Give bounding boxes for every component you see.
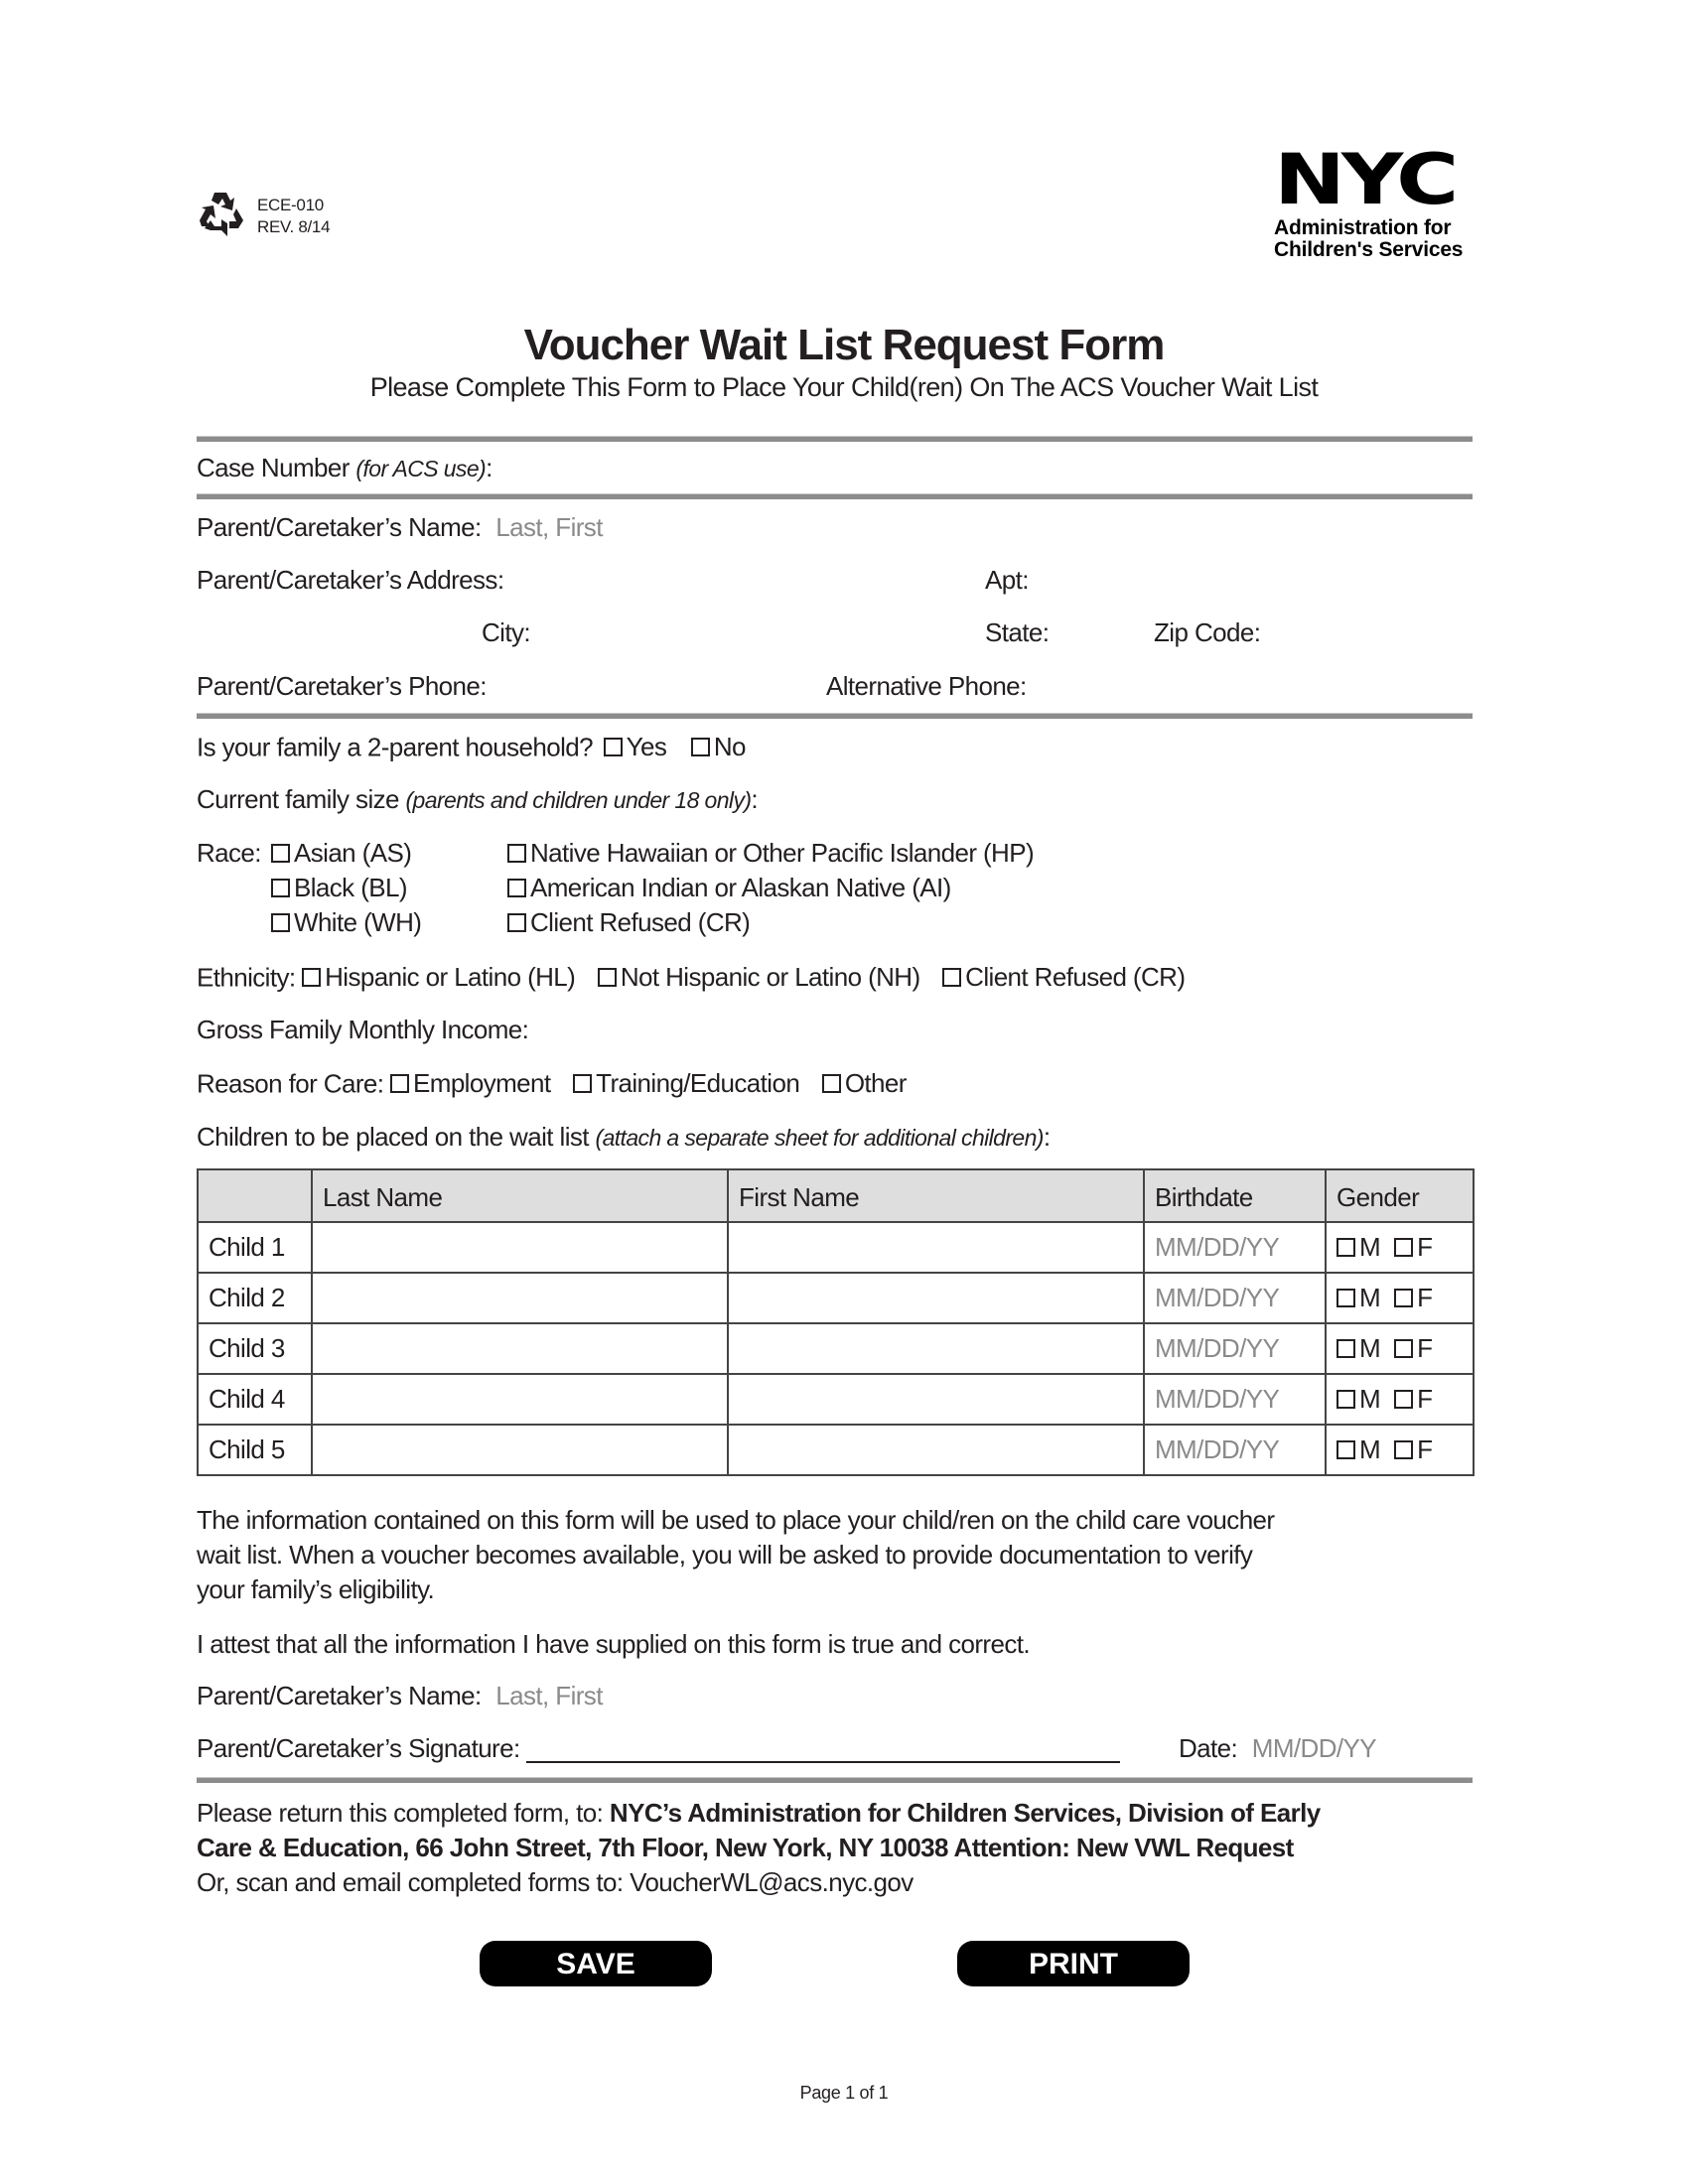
checkbox[interactable]: [691, 738, 710, 756]
option-label: Client Refused (CR): [530, 907, 751, 937]
section-divider: [197, 493, 1473, 499]
apt-label: Apt:: [985, 565, 1029, 595]
option-label: M: [1359, 1282, 1381, 1312]
parent-phone-field[interactable]: [197, 671, 487, 701]
gender-option-m[interactable]: [1336, 1283, 1380, 1313]
info-line-2: wait list. When a voucher becomes available, you will be asked to provide documentation to verify: [197, 1540, 1253, 1570]
apt-field[interactable]: [985, 565, 1029, 595]
ethnicity-option-hispanic[interactable]: [302, 962, 575, 992]
parent-address-field[interactable]: [197, 565, 503, 595]
reason-option-training-education[interactable]: [573, 1068, 799, 1098]
reason-for-care-row: [197, 1068, 907, 1099]
race-option-client-refused[interactable]: [507, 907, 750, 937]
child-label: Child 5: [198, 1425, 312, 1475]
zip-code-field[interactable]: [1154, 617, 1260, 647]
option-label: White (WH): [294, 907, 422, 937]
date-label: Date:: [1179, 1733, 1238, 1763]
two-parent-no-option[interactable]: [691, 732, 746, 761]
revision-label: REV. 8/14: [257, 217, 331, 236]
return-address-line-1: NYC’s Administration for Children Services, Division of Early: [609, 1798, 1321, 1828]
checkbox[interactable]: [1394, 1339, 1413, 1358]
case-number-field[interactable]: [197, 453, 492, 483]
gender-option-m[interactable]: [1336, 1384, 1380, 1415]
checkbox[interactable]: [271, 913, 290, 932]
checkbox[interactable]: [507, 913, 526, 932]
family-size-note: (parents and children under 18 only): [405, 787, 752, 813]
alternative-phone-field[interactable]: [826, 671, 1027, 701]
birthdate-cell[interactable]: MM/DD/YY: [1144, 1323, 1326, 1374]
column-header-first-name: First Name: [728, 1169, 1144, 1222]
two-parent-question: Is your family a 2-parent household?: [197, 732, 593, 762]
form-code-block: [257, 195, 330, 238]
option-label: Native Hawaiian or Other Pacific Islander (HP): [530, 838, 1035, 868]
first-name-cell[interactable]: [728, 1323, 1144, 1374]
checkbox[interactable]: [1394, 1440, 1413, 1459]
reason-option-employment[interactable]: [390, 1068, 551, 1098]
return-address-line-2: Care & Education, 66 John Street, 7th Floor, New York, NY 10038 Attention: New VWL Request: [197, 1833, 1294, 1862]
parent-name-label: Parent/Caretaker’s Name:: [197, 512, 482, 542]
date-field[interactable]: [1179, 1733, 1376, 1763]
reason-for-care-label: Reason for Care:: [197, 1068, 384, 1099]
zip-code-label: Zip Code:: [1154, 617, 1261, 647]
print-button[interactable]: PRINT: [957, 1941, 1190, 1986]
alternative-phone-label: Alternative Phone:: [826, 671, 1027, 701]
signature-name-field[interactable]: [197, 1681, 603, 1710]
checkbox[interactable]: [1336, 1390, 1355, 1409]
option-label: M: [1359, 1383, 1381, 1414]
two-parent-yes-option[interactable]: [604, 732, 667, 761]
option-label: Not Hispanic or Latino (NH): [620, 962, 920, 992]
last-name-cell[interactable]: [312, 1425, 728, 1475]
last-name-cell[interactable]: [312, 1273, 728, 1323]
first-name-cell[interactable]: [728, 1425, 1144, 1475]
race-option-black[interactable]: [271, 873, 407, 902]
checkbox[interactable]: [507, 879, 526, 897]
birthdate-cell[interactable]: MM/DD/YY: [1144, 1425, 1326, 1475]
children-table: [197, 1168, 1475, 1476]
city-label: City:: [482, 617, 531, 647]
recycle-icon: [197, 191, 246, 238]
birthdate-cell[interactable]: MM/DD/YY: [1144, 1273, 1326, 1323]
last-name-cell[interactable]: [312, 1222, 728, 1273]
table-row: [198, 1222, 1474, 1273]
race-option-white[interactable]: [271, 907, 421, 937]
info-line-3: your family’s eligibility.: [197, 1574, 435, 1604]
child-label: Child 1: [198, 1222, 312, 1273]
race-option-asian[interactable]: [271, 838, 411, 868]
option-label: Client Refused (CR): [965, 962, 1186, 992]
reason-option-other[interactable]: [822, 1068, 907, 1098]
section-divider: [197, 1777, 1473, 1783]
last-name-cell[interactable]: [312, 1323, 728, 1374]
table-header-row: [198, 1169, 1474, 1222]
signature-line[interactable]: [526, 1737, 1120, 1763]
family-size-label: Current family size: [197, 784, 406, 814]
race-option-native-hawaiian[interactable]: [507, 838, 1034, 868]
ethnicity-option-not-hispanic[interactable]: [598, 962, 920, 992]
gross-income-label: Gross Family Monthly Income:: [197, 1015, 529, 1044]
gender-option-f[interactable]: [1394, 1283, 1432, 1313]
family-size-colon: :: [751, 784, 759, 814]
checkbox[interactable]: [1394, 1390, 1413, 1409]
ethnicity-option-client-refused[interactable]: [942, 962, 1185, 992]
option-label: M: [1359, 1231, 1381, 1262]
gender-option-m[interactable]: [1336, 1333, 1380, 1364]
checkbox[interactable]: [1336, 1440, 1355, 1459]
child-label: Child 2: [198, 1273, 312, 1323]
checkbox[interactable]: [598, 968, 617, 987]
option-label: Black (BL): [294, 873, 407, 902]
gender-option-f[interactable]: [1394, 1384, 1432, 1415]
section-divider: [197, 713, 1473, 719]
gender-cell: [1326, 1273, 1474, 1323]
parent-address-label: Parent/Caretaker’s Address:: [197, 565, 504, 595]
option-label: F: [1417, 1282, 1433, 1312]
checkbox[interactable]: [271, 844, 290, 863]
gender-cell: [1326, 1222, 1474, 1273]
children-note: (attach a separate sheet for additional children): [595, 1125, 1044, 1151]
state-field[interactable]: [985, 617, 1049, 647]
option-label: No: [713, 732, 746, 761]
two-parent-question-row: [197, 732, 746, 762]
column-header-child: [198, 1169, 312, 1222]
date-placeholder: MM/DD/YY: [1251, 1733, 1376, 1763]
attestation-text: I attest that all the information I have supplied on this form is true and correct.: [197, 1629, 1030, 1659]
first-name-cell[interactable]: [728, 1374, 1144, 1425]
checkbox[interactable]: [1336, 1289, 1355, 1307]
option-label: F: [1417, 1433, 1433, 1464]
family-size-field[interactable]: [197, 784, 758, 815]
checkbox[interactable]: [390, 1074, 409, 1093]
race-option-american-indian[interactable]: [507, 873, 951, 902]
column-header-birthdate: Birthdate: [1144, 1169, 1326, 1222]
checkbox[interactable]: [942, 968, 961, 987]
case-number-colon: :: [486, 453, 492, 482]
return-email-line: Or, scan and email completed forms to: VoucherWL@acs.nyc.gov: [197, 1867, 914, 1897]
checkbox[interactable]: [271, 879, 290, 897]
signature-field[interactable]: [197, 1733, 1120, 1763]
signature-name-label: Parent/Caretaker’s Name:: [197, 1681, 482, 1710]
section-divider: [197, 436, 1473, 442]
option-label: American Indian or Alaskan Native (AI): [530, 873, 951, 902]
state-label: State:: [985, 617, 1050, 647]
info-paragraph: [197, 1503, 1477, 1607]
birthdate-cell[interactable]: MM/DD/YY: [1144, 1222, 1326, 1273]
option-label: Yes: [626, 732, 667, 761]
gross-income-field[interactable]: [197, 1015, 528, 1044]
checkbox[interactable]: [604, 738, 623, 756]
logo-line-1: Administration for: [1274, 216, 1452, 239]
case-number-label: Case Number: [197, 453, 356, 482]
gender-cell: [1326, 1425, 1474, 1475]
gender-option-f[interactable]: [1394, 1333, 1432, 1364]
first-name-cell[interactable]: [728, 1222, 1144, 1273]
return-intro: Please return this completed form, to:: [197, 1798, 610, 1828]
ethnicity-label: Ethnicity:: [197, 962, 296, 993]
checkbox[interactable]: [1394, 1289, 1413, 1307]
checkbox[interactable]: [1336, 1238, 1355, 1257]
column-header-gender: Gender: [1326, 1169, 1474, 1222]
gender-option-f[interactable]: [1394, 1434, 1432, 1465]
checkbox[interactable]: [1336, 1339, 1355, 1358]
gender-cell: [1326, 1323, 1474, 1374]
option-label: M: [1359, 1332, 1381, 1363]
option-label: Hispanic or Latino (HL): [325, 962, 576, 992]
gender-option-m[interactable]: [1336, 1434, 1380, 1465]
case-number-note: (for ACS use): [355, 456, 487, 481]
page-title: Voucher Wait List Request Form: [523, 321, 1165, 369]
page-subtitle: Please Complete This Form to Place Your Child(ren) On The ACS Voucher Wait List: [369, 372, 1319, 402]
last-name-cell[interactable]: [312, 1374, 728, 1425]
nyc-logo-mark: NYC: [1274, 139, 1456, 221]
children-label: Children to be placed on the wait list: [197, 1122, 596, 1152]
checkbox[interactable]: [822, 1074, 841, 1093]
option-label: Training/Education: [596, 1068, 800, 1098]
checkbox[interactable]: [1394, 1238, 1413, 1257]
gender-option-m[interactable]: [1336, 1232, 1380, 1263]
checkbox[interactable]: [573, 1074, 592, 1093]
children-section-label: [197, 1122, 1050, 1153]
return-instructions: [197, 1796, 1477, 1900]
children-colon: :: [1043, 1122, 1051, 1152]
info-line-1: The information contained on this form will be used to place your child/ren on the child care voucher: [197, 1505, 1275, 1535]
parent-name-placeholder: Last, First: [495, 512, 603, 542]
signature-name-placeholder: Last, First: [495, 1681, 603, 1710]
ethnicity-row: [197, 962, 1185, 993]
parent-name-field[interactable]: [197, 512, 603, 542]
page-number: Page 1 of 1: [799, 2083, 889, 2103]
birthdate-cell[interactable]: MM/DD/YY: [1144, 1374, 1326, 1425]
table-row: [198, 1323, 1474, 1374]
child-label: Child 3: [198, 1323, 312, 1374]
gender-option-f[interactable]: [1394, 1232, 1432, 1263]
signature-label: Parent/Caretaker’s Signature:: [197, 1733, 520, 1763]
parent-phone-label: Parent/Caretaker’s Phone:: [197, 671, 487, 701]
option-label: Employment: [413, 1068, 551, 1098]
option-label: F: [1417, 1383, 1433, 1414]
form-code: ECE-010: [257, 196, 324, 214]
option-label: Other: [844, 1068, 907, 1098]
logo-line-2: Children's Services: [1274, 238, 1464, 261]
race-label: Race:: [197, 838, 261, 868]
option-label: M: [1359, 1433, 1381, 1464]
first-name-cell[interactable]: [728, 1273, 1144, 1323]
nyc-acs-logo: [1274, 139, 1477, 264]
option-label: F: [1417, 1231, 1433, 1262]
option-label: Asian (AS): [294, 838, 412, 868]
column-header-last-name: Last Name: [312, 1169, 728, 1222]
table-row: [198, 1374, 1474, 1425]
save-button[interactable]: SAVE: [480, 1941, 712, 1986]
option-label: F: [1417, 1332, 1433, 1363]
checkbox[interactable]: [302, 968, 321, 987]
checkbox[interactable]: [507, 844, 526, 863]
city-field[interactable]: [482, 617, 530, 647]
table-row: [198, 1273, 1474, 1323]
child-label: Child 4: [198, 1374, 312, 1425]
gender-cell: [1326, 1374, 1474, 1425]
table-row: [198, 1425, 1474, 1475]
